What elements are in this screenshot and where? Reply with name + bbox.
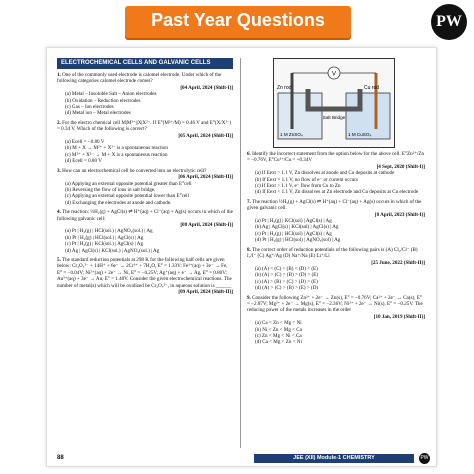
answer-option: (b) Pt | H₂(g) | HCl(sol.) | AgCl(s) | Ag [65, 234, 144, 241]
question-item [57, 120, 233, 165]
answer-option: (b) (A) > (C) > (B) > (D) > (E) [255, 272, 319, 279]
question-source: [4 Sept, 2020 (Shift-I)] [376, 163, 425, 170]
answer-option: (a) If Eext > 1.1 V, Zn dissolves at anode and Cu deposits at cathode [255, 170, 395, 177]
answer-option: (a) Metal – Insoluble Salt – Anion electrodes [65, 91, 157, 98]
banner [0, 0, 474, 44]
question-source: [09 April, 2024 (Shift-II)] [178, 289, 233, 295]
question-item [57, 209, 233, 254]
cu-rod-label: Cu rod [364, 85, 380, 91]
answer-option: (c) M²⁺ + X²⁻ → M + X is a spontaneous reaction [65, 151, 168, 158]
answer-option: (a) Pt | H₂(g) | HCl(sol.) | AgNO₃(sol.) | Ag [65, 228, 153, 235]
question-number: 4. [57, 209, 61, 216]
question-source: [05 April, 2024 (Shift-II)] [178, 132, 233, 139]
question-number: 8. [247, 246, 251, 253]
answer-option: (b) Reversing the flow of ions in salt bridge. [65, 186, 156, 193]
question-text: The standard reduction potentials at 298 K for the following half cells are given below: Cr₂O₇²⁻ + 14H⁺ + 6e⁻ → 2Cr³⁺ + 7H₂O, E° = 1.33V; Fe³⁺(aq) + 3e⁻ → Fe, E° = −0.04V; Ni²⁺(aq) + 2e⁻ → Ni, E° = −0.25V; Ag⁺(aq) + e⁻ → Ag, E° = 0.80V; Au³⁺(aq) + 3e⁻ → Au, E° = 1.40V. Consider the given electrochemical reactions. The number of metal(s) which will be oxidized be Cr₂O₇²⁻, in aqueous solution is ______ [57, 256, 232, 289]
answer-option: (c) Zn < Mg < Ni < Ca [255, 332, 302, 339]
page-footer [47, 452, 436, 466]
left-column [57, 58, 233, 298]
question-source: [8 April, 2023 (Shift-I)] [374, 211, 425, 218]
pw-logo: PW [431, 4, 467, 40]
question-item [247, 199, 425, 244]
answer-option: (b) Oxidation – Reduction electrodes [65, 97, 141, 104]
answer-option: (d) Ag | AgCl(s) | KCl(sol.) | AgNO₃(sol.) | Ag [65, 247, 160, 254]
question-text: Identify the incorrect statement from the option below for the above cell. E°Zn²⁺/Zn = −0.76V, E°Cu²⁺/Cu = +0.34V [247, 151, 424, 164]
answer-option: (d) Metal ion – Metal electrodes [65, 110, 131, 117]
salt-bridge-label: Salt Bridge [322, 115, 346, 120]
question-item [247, 247, 425, 292]
question-text: The reaction ½H₂(g) + AgCl(s) ⇌ H⁺(aq) + Cl⁻(aq) + Ag(s) occurs in which of the given galvanic cell. [247, 198, 422, 212]
footer-logo: PW [419, 453, 430, 464]
answer-option: (b) M + X → M²⁺ + X²⁻ is a spontaneous reaction [65, 145, 168, 152]
right-column [247, 58, 425, 349]
book-page [46, 47, 437, 467]
answer-option: (d) (A) > (C) > (B) > (E) > (D) [255, 285, 319, 292]
title-ribbon [125, 6, 351, 38]
answer-option: (c) Gas – Ion electrodes [65, 104, 114, 111]
answer-option: (a) Ecell = −0.80 V [65, 139, 105, 146]
question-source: [08 April, 2024 (Shift-I)] [180, 221, 233, 228]
zn-rod-label: Zn rod [277, 85, 292, 91]
answer-option: (b) Ag | AgCl(s) | KCl(sol) | AgCl(s) | Ag [255, 224, 339, 231]
question-source: [25 June, 2022 (Shift-II)] [371, 259, 425, 266]
answer-option: (c) Applying an external opposite potential lower than E°cell [65, 193, 189, 200]
banner-title: Past Year Questions [151, 10, 325, 30]
voltmeter-label: V [331, 71, 337, 78]
answer-option: (b) If Eext = 1.1 V, no flow of e⁻ or current occurs [255, 176, 358, 183]
answer-option: (d) If Eext < 1.1 V, Zn dissolves at Zn electrode and Cu deposits at Cu electrode [255, 189, 419, 196]
question-number: 1. [57, 72, 61, 78]
question-text: The reaction: ½H₂(g) + AgCl(s) ⇌ H⁺(aq) + Cl⁻(aq) + Ag(s) occurs in which of the following galvanic cell: [57, 209, 233, 222]
question-number: 9. [247, 294, 251, 301]
question-item [247, 151, 425, 196]
cuso4-label: 1 M CuSO₄ [348, 132, 372, 137]
question-source: [10 Jan, 2019 (Shift-II)] [373, 313, 425, 320]
page-number: 88 [57, 455, 64, 461]
answer-option: (c) (A) > (B) > (C) > (D) > (E) [255, 278, 318, 285]
question-number: 5. [57, 256, 61, 263]
answer-option: (a) (A) < (C) < (B) < (D) < (E) [255, 265, 318, 272]
section-heading: ELECTROCHEMICAL CELLS AND GALVANIC CELLS [57, 58, 233, 69]
answer-option: (c) Pt | H₂(g) | HCl(sol) | AgCl(s) | Ag [255, 230, 332, 237]
answer-option: (b) Ni < Zn < Mg < Ca [255, 326, 302, 333]
answer-option: (c) If Eext > 1.1 V, e⁻ flow from Cu to Zn [255, 183, 341, 190]
answer-option: (d) Pt | H₂(g) | HCl(sol) | AgNO₃(sol) | Ag [255, 237, 341, 244]
answer-option: (d) Exchanging the electrodes at anode and cathode. [65, 199, 172, 206]
question-text: How can an electrochemical cell be converted into an electrolytic cell? [62, 167, 207, 174]
column-divider [240, 58, 241, 448]
question-source: [06 April, 2024 (Shift-II)] [178, 174, 233, 181]
question-text: One of the commonly used electrode is calomel electrode. Under which of the following categories calomel electrode comes? [57, 72, 222, 85]
answer-option: (a) Ca < Zn < Mg < Ni [255, 320, 302, 327]
question-text: The correct order of reduction potentials of the following pairs is (A) Cl₂/Cl⁻ (B) I₂/I⁻ (C) Ag⁺/Ag (D) Na⁺/Na (E) Li⁺/Li [247, 246, 418, 260]
question-number: 3. [57, 167, 61, 174]
answer-option: (a) Applying an external opposite potential greater than E°cell [65, 180, 192, 187]
question-item [57, 168, 233, 206]
answer-option: (a) Pt | H₂(g) | KCl(sol) | AgCl(s) | Ag [255, 218, 332, 225]
cell-diagram-svg [274, 59, 394, 147]
answer-option: (d) Ecell = 0.80 V [65, 158, 102, 165]
question-number: 6. [247, 151, 251, 157]
answer-option: (c) Pt | H₂(g) | KCl(sol.) | AgCl(s) | Ag [65, 241, 144, 248]
question-text: Consider the following Zn²⁺ + 2e⁻ → Zn(s), E° = −0.76V; Ca²⁺ + 2e⁻ → Ca(s), E° = −2.87V; Mg²⁺ + 2e⁻ → Mg(s), E° = −2.36V; Ni²⁺ + 2e⁻ → Ni(s), E° = −0.25V. The reducing power of the metals increases in the order [247, 294, 423, 314]
book-title: JEE (XII) Module-1 CHEMISTRY [254, 454, 414, 463]
question-source: [04 April, 2024 (Shift-I)] [180, 84, 233, 91]
question-item [247, 295, 425, 346]
question-item [57, 257, 233, 295]
znso4-label: 1 M ZnSO₄ [280, 132, 303, 137]
electrochemical-cell-diagram [273, 58, 395, 148]
question-number: 2. [57, 119, 61, 126]
question-text: For the electro chemical cell M|M²⁺||X|X²⁻. If E°(M²⁺/M) = 0.46 V and E°(X/X²⁻) = 0.34 V. Which of the following is correct? [57, 119, 232, 133]
question-number: 7. [247, 198, 251, 205]
question-item [57, 72, 233, 117]
answer-option: (d) Ca < Mg < Zn < Ni [255, 339, 302, 346]
